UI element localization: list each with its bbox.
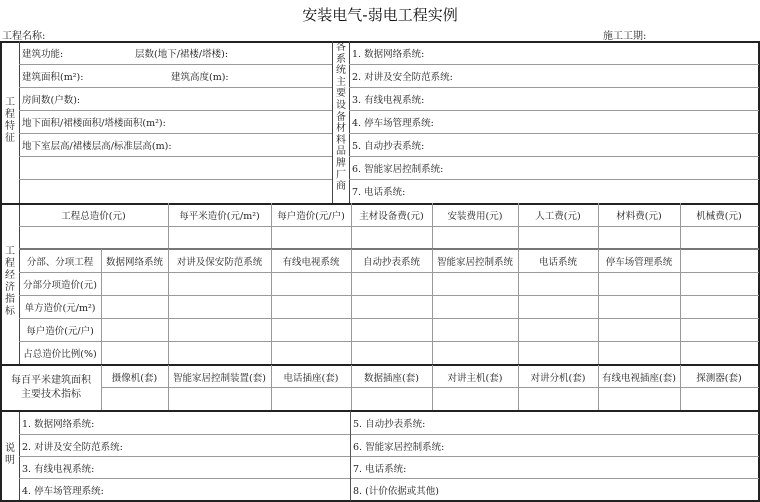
sub-header-smart-home: 智能家居控制系统 bbox=[436, 257, 513, 268]
tech-value-intercom-main[interactable] bbox=[432, 388, 518, 410]
cost-value-labor[interactable] bbox=[518, 227, 598, 248]
tech-header-detector: 探测器(套) bbox=[696, 372, 742, 384]
cost-header-installation: 安装费用(元) bbox=[447, 211, 503, 222]
tech-header-camera: 摄像机(套) bbox=[111, 372, 158, 384]
cost-value-machinery[interactable] bbox=[680, 227, 758, 248]
brand-meter-reading: 5. 自动抄表系统: bbox=[352, 141, 425, 152]
sub-header-intercom-security: 对讲及保安防范系统 bbox=[176, 257, 263, 268]
brand-smart-home: 6. 智能家居控制系统: bbox=[352, 164, 444, 175]
tech-value-smart-home-device[interactable] bbox=[168, 388, 271, 410]
note-parking: 4. 停车场管理系统: bbox=[22, 485, 104, 497]
note-smart-home: 6. 智能家居控制系统: bbox=[353, 441, 445, 453]
tech-value-tv-socket[interactable] bbox=[598, 388, 680, 410]
tech-value-data-socket[interactable] bbox=[351, 388, 432, 410]
feature-building-function: 建筑功能: bbox=[22, 49, 64, 60]
sub-header-parking: 停车场管理系统 bbox=[605, 257, 673, 268]
cost-value-main-materials[interactable] bbox=[351, 227, 432, 248]
sub-header-meter-reading: 自动抄表系统 bbox=[362, 257, 420, 268]
cost-value-total[interactable] bbox=[19, 227, 168, 248]
cost-header-total: 工程总造价(元) bbox=[61, 211, 126, 222]
schedule-label: 施工工期: bbox=[603, 31, 647, 42]
cost-value-installation[interactable] bbox=[432, 227, 518, 248]
cost-value-materials[interactable] bbox=[598, 227, 680, 248]
sub-row-cost-ratio: 占总造价比例(%) bbox=[23, 349, 97, 360]
cost-header-main-materials: 主材设备费(元) bbox=[359, 211, 424, 222]
tech-header-tv-socket: 有线电视插座(套) bbox=[602, 372, 676, 384]
sub-row-household-cost: 每户造价(元/户) bbox=[26, 326, 94, 337]
sub-header-cable-tv: 有线电视系统 bbox=[282, 257, 340, 268]
note-meter-reading: 5. 自动抄表系统: bbox=[353, 419, 426, 430]
cost-value-per-sqm[interactable] bbox=[168, 227, 271, 248]
tech-header-phone-socket: 电话插座(套) bbox=[283, 372, 339, 384]
tech-value-phone-socket[interactable] bbox=[271, 388, 351, 410]
note-intercom-security: 2. 对讲及安全防范系统: bbox=[22, 441, 123, 453]
tech-header-intercom-ext: 对讲分机(套) bbox=[530, 372, 586, 384]
feature-building-area: 建筑面积(m²): bbox=[22, 72, 84, 83]
feature-floors: 层数(地下/裙楼/塔楼): bbox=[135, 49, 229, 60]
brands-section-label: 各系统主要设备材料品牌厂商 bbox=[336, 42, 346, 193]
note-telephone: 7. 电话系统: bbox=[353, 463, 407, 475]
cost-header-labor: 人工费(元) bbox=[535, 211, 581, 222]
sub-header-blank bbox=[680, 250, 758, 272]
feature-room-count: 房间数(户数): bbox=[22, 95, 81, 106]
feature-floor-heights: 地下室层高/裙楼层高/标准层高(m): bbox=[22, 141, 172, 152]
feature-blank-2[interactable] bbox=[19, 180, 332, 202]
cost-header-per-sqm: 每平米造价(元/m²) bbox=[179, 211, 260, 222]
feature-blank-1[interactable] bbox=[19, 157, 332, 179]
tech-value-camera[interactable] bbox=[101, 388, 168, 410]
feature-area-breakdown: 地下面积/裙楼面积/塔楼面积(m²): bbox=[22, 118, 166, 129]
page-title: 安装电气-弱电工程实例 bbox=[302, 6, 458, 24]
tech-header-smart-home-device: 智能家居控制装置(套) bbox=[173, 372, 266, 384]
economics-section-label: 工程经济指标 bbox=[5, 246, 15, 317]
tech-section-label: 每百平米建筑面积主要技术指标 bbox=[11, 375, 91, 400]
tech-header-data-socket: 数据插座(套) bbox=[364, 372, 419, 384]
feature-building-height: 建筑高度(m): bbox=[171, 72, 229, 83]
sub-header-division: 分部、分项工程 bbox=[26, 257, 94, 268]
features-section-label: 工程特征 bbox=[5, 97, 15, 144]
brand-data-network: 1. 数据网络系统: bbox=[352, 49, 425, 60]
cost-header-machinery: 机械费(元) bbox=[696, 211, 742, 222]
note-data-network: 1. 数据网络系统: bbox=[22, 419, 95, 430]
brand-cable-tv: 3. 有线电视系统: bbox=[352, 95, 425, 106]
cost-header-per-household: 每户造价(元/户) bbox=[277, 211, 345, 222]
tech-value-intercom-ext[interactable] bbox=[518, 388, 598, 410]
sub-header-telephone: 电话系统 bbox=[538, 257, 577, 268]
tech-value-detector[interactable] bbox=[680, 388, 758, 410]
project-name-label: 工程名称: bbox=[2, 31, 46, 42]
sub-row-division-cost: 分部分项造价(元) bbox=[23, 280, 97, 291]
brand-telephone: 7. 电话系统: bbox=[352, 187, 406, 198]
sub-row-unit-cost: 单方造价(元/m²) bbox=[24, 303, 96, 314]
cost-value-per-household[interactable] bbox=[271, 227, 351, 248]
brand-intercom-security: 2. 对讲及安全防范系统: bbox=[352, 72, 453, 83]
notes-section-label: 说明 bbox=[5, 443, 15, 466]
note-pricing-basis: 8. (计价依据或其他) bbox=[353, 485, 439, 497]
cost-header-materials: 材料费(元) bbox=[616, 211, 662, 222]
sub-header-data-network: 数据网络系统 bbox=[105, 257, 163, 268]
note-cable-tv: 3. 有线电视系统: bbox=[22, 463, 95, 475]
brand-parking: 4. 停车场管理系统: bbox=[352, 118, 434, 129]
tech-header-intercom-main: 对讲主机(套) bbox=[447, 372, 503, 384]
